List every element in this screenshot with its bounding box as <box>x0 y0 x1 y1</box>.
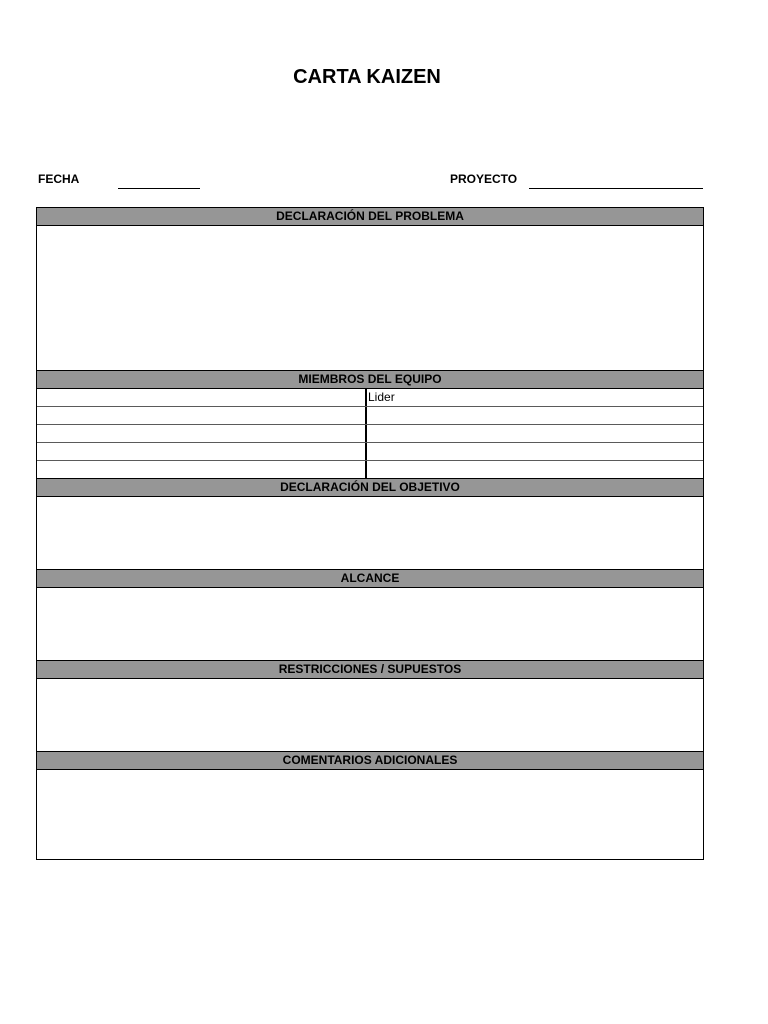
fecha-field[interactable] <box>118 188 200 189</box>
team-role-cell[interactable] <box>367 461 703 478</box>
objetivo-header: DECLARACIÓN DEL OBJETIVO <box>37 478 703 497</box>
team-role-cell[interactable]: Lider <box>368 390 395 404</box>
comentarios-body[interactable] <box>37 770 703 859</box>
team-member-cell[interactable] <box>37 425 367 442</box>
team-member-cell[interactable] <box>37 461 367 478</box>
team-member-cell[interactable] <box>37 389 367 406</box>
problema-body[interactable] <box>37 226 703 370</box>
team-member-cell[interactable] <box>37 443 367 460</box>
objetivo-body[interactable] <box>37 497 703 569</box>
team-role-cell[interactable] <box>367 407 703 424</box>
alcance-header: ALCANCE <box>37 569 703 588</box>
restricciones-body[interactable] <box>37 679 703 751</box>
team-row <box>37 461 703 478</box>
problema-header: DECLARACIÓN DEL PROBLEMA <box>37 208 703 226</box>
equipo-table <box>37 389 703 478</box>
proyecto-field[interactable] <box>529 188 703 189</box>
fecha-label: FECHA <box>38 172 80 186</box>
team-role-cell[interactable] <box>367 443 703 460</box>
document-title: CARTA KAIZEN <box>293 66 441 88</box>
restricciones-header: RESTRICCIONES / SUPUESTOS <box>37 660 703 679</box>
equipo-header: MIEMBROS DEL EQUIPO <box>37 370 703 389</box>
team-member-cell[interactable] <box>37 407 367 424</box>
comentarios-header: COMENTARIOS ADICIONALES <box>37 751 703 770</box>
kaizen-form <box>36 207 704 860</box>
team-row <box>37 389 703 407</box>
team-row <box>37 443 703 461</box>
alcance-body[interactable] <box>37 588 703 660</box>
team-role-cell[interactable] <box>367 425 703 442</box>
team-row <box>37 425 703 443</box>
team-row <box>37 407 703 425</box>
proyecto-label: PROYECTO <box>450 172 518 186</box>
